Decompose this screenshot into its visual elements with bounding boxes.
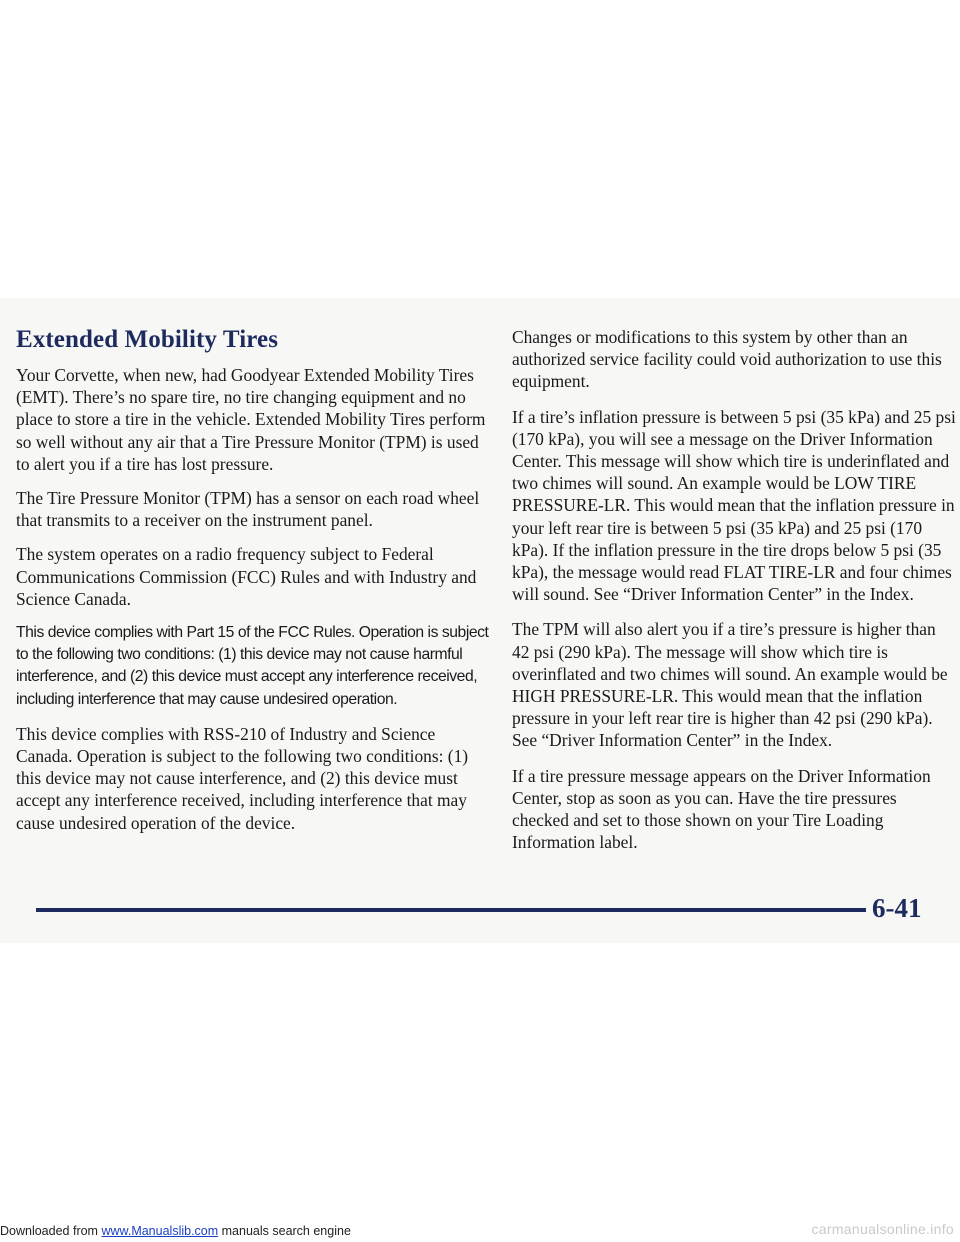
paragraph-fcc-notice: This device complies with Part 15 of the FCC Rules. Operation is subject to the following two conditions: (1) this device may not cause harmful interference, and (2) this device must accept any interference received, including interference that may cause undesired operation. bbox=[16, 624, 489, 708]
right-column bbox=[512, 326, 956, 866]
section-heading: Extended Mobility Tires bbox=[16, 326, 279, 353]
paragraph-high-pressure: The TPM will also alert you if a tire’s pressure is higher than 42 psi (290 kPa). The message will show which tire is overinflated and two chimes will sound. An example would be HIGH PRESSURE-LR. This would mean that the inflation pressure in your left rear tire is higher than 42 psi (290 kPa). See “Driver Information Center” in the Index. bbox=[512, 619, 948, 751]
paragraph-emt-intro: Your Corvette, when new, had Goodyear Extended Mobility Tires (EMT). There’s no spare tire, no tire changing equipment and no place to store a tire in the vehicle. Extended Mobility Tires perform so well without any air that a Tire Pressure Monitor (TPM) is used to alert you if a tire has lost pressure. bbox=[16, 365, 486, 474]
watermark: carmanualsonline.info bbox=[811, 1221, 954, 1237]
paragraph-rss-210: This device complies with RSS-210 of Industry and Science Canada. Operation is subject to the following two conditions: (1) this device may not cause interference, and (2) this device must accept any interference received, including interference that may cause undesired operation of the device. bbox=[16, 723, 469, 833]
paragraph-low-pressure: If a tire’s inflation pressure is between 5 psi (35 kPa) and 25 psi (170 kPa), you will see a message on the Driver Information Center. This message will show which tire is underinflated and two chimes will sound. An example would be LOW TIRE PRESSURE-LR. This would mean that the inflation pressure in your left rear tire is between 5 psi (35 kPa) and 25 psi (170 kPa). If the inflation pressure in the tire drops below 5 psi (35 kPa), the message would read FLAT TIRE-LR and four chimes will sound. See “Driver Information Center” in the Index. bbox=[512, 406, 956, 605]
footer-prefix: Downloaded from bbox=[0, 1224, 102, 1238]
footer-rule bbox=[36, 908, 866, 912]
footer-suffix: manuals search engine bbox=[218, 1224, 351, 1238]
left-column bbox=[16, 326, 492, 846]
paragraph-radio-frequency: The system operates on a radio frequency subject to Federal Communications Commission (FCC) Rules and with Industry and Science Canada. bbox=[16, 544, 477, 609]
page-number: 6-41 bbox=[872, 893, 922, 923]
paragraph-pressure-message: If a tire pressure message appears on the Driver Information Center, stop as soon as you can. Have the tire pressures checked and set to those shown on your Tire Loading Information label. bbox=[512, 765, 931, 853]
paragraph-modifications: Changes or modifications to this system by other than an authorized service facility could void authorization to use this equipment. bbox=[512, 327, 942, 392]
manualslib-link[interactable]: www.Manualslib.com bbox=[101, 1224, 219, 1238]
paragraph-tpm-sensor: The Tire Pressure Monitor (TPM) has a sensor on each road wheel that transmits to a receiver on the instrument panel. bbox=[16, 488, 480, 531]
download-footer bbox=[0, 1223, 351, 1239]
